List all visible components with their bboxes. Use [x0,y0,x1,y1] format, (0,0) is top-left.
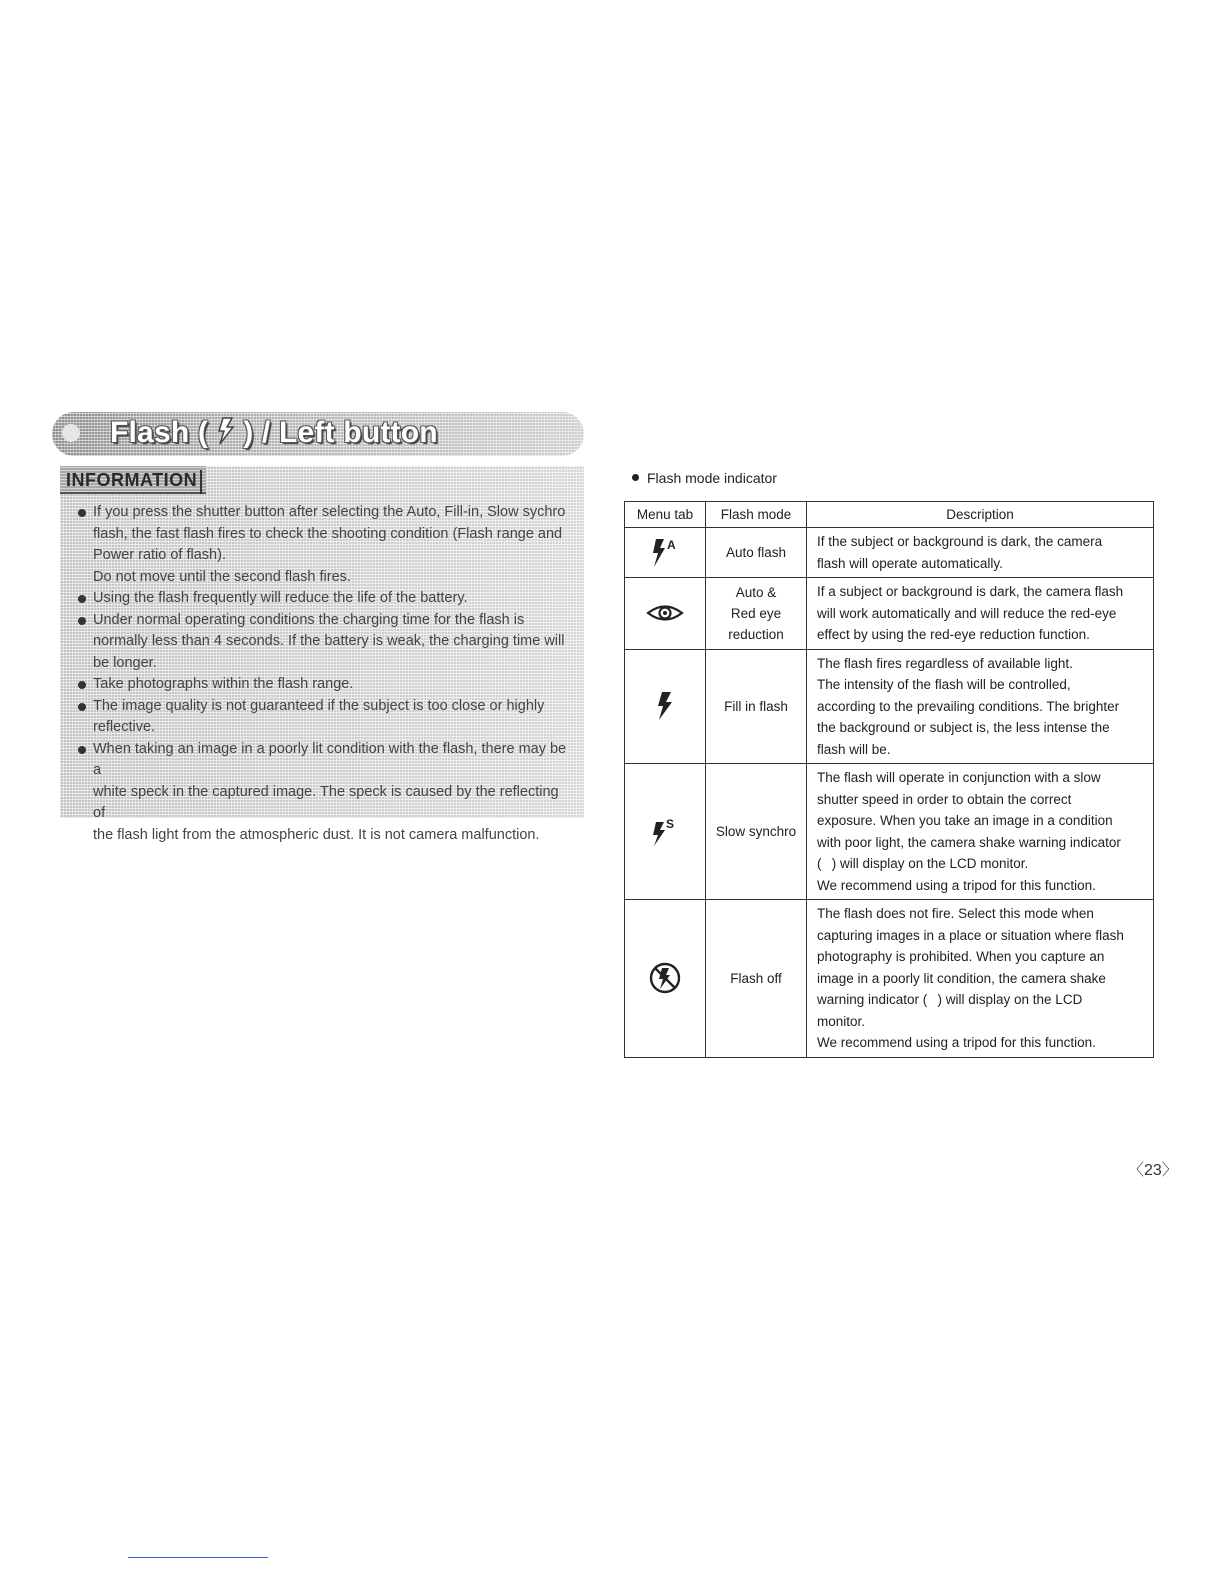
svg-text:A: A [667,537,676,552]
description-line: exposure. When you take an image in a condition [817,813,1113,828]
description-line: warning indicator ( ) will display on the LCD [817,992,1083,1007]
flash-mode-cell [706,764,807,900]
bullet-icon [78,746,86,754]
section-title [110,416,438,450]
footer-link-line [128,1557,268,1558]
table-row [625,578,1154,650]
information-item [78,502,574,588]
information-item-line: white speck in the captured image. The speck is caused by the reflecting of [93,783,559,821]
information-item-line: be longer. [93,654,157,671]
flash-mode-label: Slow synchro [715,824,797,839]
title-suffix: ) / Left button [243,416,438,449]
flash-mode-cell [706,578,807,650]
menu-tab-cell [625,578,706,650]
description-line: The flash does not fire. Select this mode when [817,906,1094,921]
bullet-icon [78,595,86,603]
information-item-line: Do not move until the second flash fires. [93,568,351,585]
description-line: the background or subject is, the less intense the [817,720,1110,735]
information-item-line: Take photographs within the flash range. [93,676,354,692]
menu-tab-cell [625,649,706,764]
table-row [625,900,1154,1058]
bullet-icon [78,509,86,517]
title-prefix: Flash ( [110,416,209,449]
information-item-line: normally less than 4 seconds. If the battery is weak, the charging time will [93,633,565,649]
description-cell [807,578,1154,650]
flash-off-icon [625,961,705,995]
flash-mode-label: Auto & [735,584,777,600]
information-item-line: reflective. [93,719,156,735]
description-line: The flash will operate in conjunction with a slow [817,770,1101,785]
section-title-banner [52,412,584,456]
description-cell [807,528,1154,578]
menu-tab-cell [625,764,706,900]
slow-synchro-icon [625,816,705,848]
flash-mode-cell [706,900,807,1058]
bullet-icon [78,617,86,625]
description-line: flash will be. [817,741,891,757]
information-item-line: flash, the fast flash fires to check the shooting condition (Flash range and [93,525,563,542]
information-item [78,610,574,675]
description-line: according to the prevailing conditions. The brighter [817,698,1120,714]
information-label-divider [200,470,202,494]
flash-mode-label: reduction [728,626,784,642]
description-line: We recommend using a tripod for this function. [817,877,1096,893]
information-item-line: Power ratio of flash). [93,547,226,563]
header-flash-mode: Flash mode [706,502,807,528]
information-item-line: Using the flash frequently will reduce the life of the battery. [93,590,468,606]
page-number: 〈23〉 [1128,1162,1178,1179]
information-label-text: INFORMATION [66,470,198,490]
flash-mode-cell [706,528,807,578]
information-item-line: If you press the shutter button after selecting the Auto, Fill-in, Slow sychro [93,504,566,520]
description-line: image in a poorly lit condition, the camera shake [817,970,1106,986]
description-line: capturing images in a place or situation where flash [817,927,1124,943]
information-item-line: When taking an image in a poorly lit condition with the flash, there may be a [93,740,567,778]
description-line: If the subject or background is dark, the camera [817,534,1103,549]
description-line: The flash fires regardless of available light. [817,655,1073,671]
table-header-row [625,502,1154,528]
description-line: photography is prohibited. When you capture an [817,949,1105,964]
description-cell [807,900,1154,1058]
information-list [78,502,574,846]
flash-mode-table [624,501,1154,1058]
flash-mode-label: Red eye [730,605,782,621]
description-line: The intensity of the flash will be controlled, [817,677,1071,692]
description-cell [807,649,1154,764]
information-label [60,466,206,494]
header-description: Description [807,502,1154,528]
description-line: with poor light, the camera shake warning indicator [817,834,1121,850]
description-line: will work automatically and will reduce the red-eye [817,605,1117,621]
red-eye-icon [625,602,705,624]
description-line: shutter speed in order to obtain the correct [817,791,1072,807]
table-row [625,649,1154,764]
header-menu-tab: Menu tab [625,502,706,528]
description-line: monitor. [817,1013,866,1029]
description-line: flash will operate automatically. [817,555,1003,571]
bullet-icon [78,681,86,689]
flash-icon [217,417,235,445]
description-line: effect by using the red-eye reduction function. [817,627,1090,642]
table-row [625,764,1154,900]
flash-mode-label: Flash off [730,970,782,986]
information-item-line: the flash light from the atmospheric dust. It is not camera malfunction. [93,826,540,843]
description-line: ( ) will display on the LCD monitor. [817,856,1029,871]
heading-text: Flash mode indicator [647,470,777,486]
menu-tab-cell [625,900,706,1058]
auto-flash-icon [625,537,705,569]
table-row [625,528,1154,578]
bullet-icon [632,474,639,481]
information-item [78,696,574,739]
information-box [60,466,584,843]
description-line: We recommend using a tripod for this function. [817,1035,1096,1050]
information-item-line: Under normal operating conditions the charging time for the flash is [93,611,525,628]
information-item [78,588,574,610]
information-item [78,739,574,847]
svg-text:S: S [666,816,675,831]
description-cell [807,764,1154,900]
information-item [78,674,574,696]
flash-mode-indicator-heading [632,470,777,486]
flash-mode-cell [706,649,807,764]
description-line: If a subject or background is dark, the camera flash [817,584,1124,599]
information-item-line: The image quality is not guaranteed if the subject is too close or highly [93,697,545,714]
bullet-icon [78,703,86,711]
flash-mode-label: Auto flash [725,545,787,560]
menu-tab-cell [625,528,706,578]
flash-mode-label: Fill in flash [724,698,788,714]
fill-in-flash-icon [625,690,705,722]
title-bullet [62,424,80,442]
